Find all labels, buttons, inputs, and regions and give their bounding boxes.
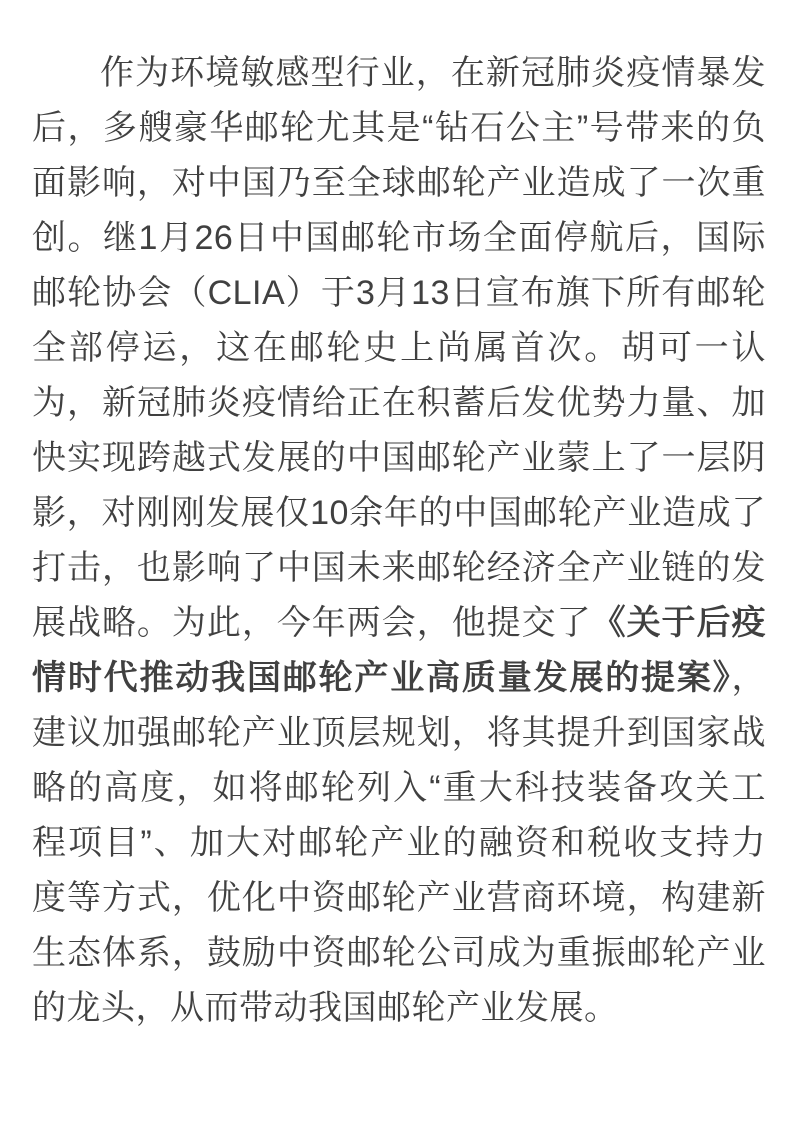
paragraph-text-before-proposal: 作为环境敏感型行业，在新冠肺炎疫情暴发后，多艘豪华邮轮尤其是“钻石公主”号带来的负面影响，对中国乃至全球邮轮产业造成了一次重创。继1月26日中国邮轮市场全面停航后，国际邮轮协会（CLIA）于3月13日宣布旗下所有邮轮全部停运，这在邮轮史上尚属首次。胡可一认为，新冠肺炎疫情给正在积蓄后发优势力量、加快实现跨越式发展的中国邮轮产业蒙上了一层阴影，对刚刚发展仅10余年的中国邮轮产业造成了打击，也影响了中国未来邮轮经济全产业链的发展战略。为此，今年两会，他提交了 (32, 54, 766, 642)
paragraph-text-after-proposal: ，建议加强邮轮产业顶层规划，将其提升到国家战略的高度，如将邮轮列入“重大科技装备攻关工程项目”、加大对邮轮产业的融资和税收支持力度等方式，优化中资邮轮产业营商环境，构建新生态体系，鼓励中资邮轮公司成为重振邮轮产业的龙头，从而带动我国邮轮产业发展。 (32, 659, 766, 1027)
article-paragraph (32, 46, 766, 1036)
proposal-title-bold: 《关于后疫情时代推动我国邮轮产业高质量发展的提案》 (32, 604, 767, 697)
